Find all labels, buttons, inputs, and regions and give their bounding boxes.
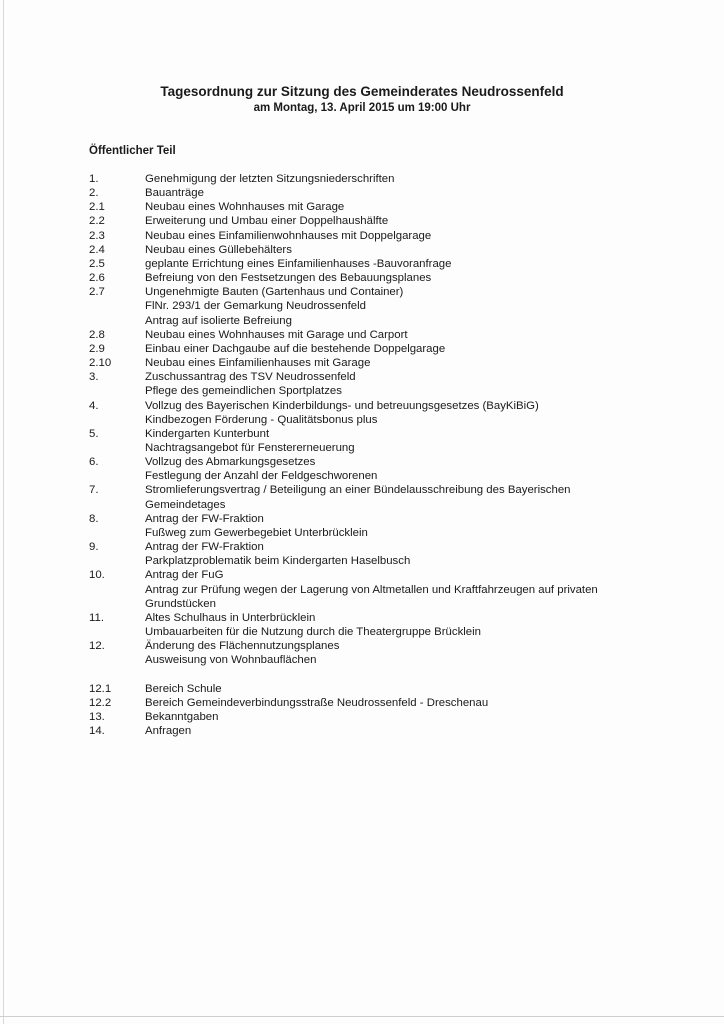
agenda-item-text: Grundstücken <box>145 597 216 610</box>
agenda-item <box>89 214 649 228</box>
agenda-item-text: Pflege des gemeindlichen Sportplatzes <box>145 385 342 398</box>
agenda-item-text: Ausweisung von Wohnbauflächen <box>145 654 317 667</box>
agenda-item <box>89 483 649 511</box>
agenda-item-number: 2.10 <box>89 357 112 370</box>
agenda-item-body <box>145 710 649 724</box>
agenda-item-text: Befreiung von den Festsetzungen des Bebauungsplanes <box>145 272 432 285</box>
agenda-item-body <box>145 540 649 568</box>
agenda-item <box>89 399 649 427</box>
agenda-item-number: 14. <box>89 725 105 738</box>
agenda-item-text: Kindergarten Kunterbunt <box>145 427 270 440</box>
agenda-item-number: 6. <box>89 456 99 469</box>
agenda-item-text: Antrag der FW-Fraktion <box>145 541 264 554</box>
agenda-item <box>89 328 649 342</box>
agenda-item <box>89 512 649 540</box>
agenda-item <box>89 427 649 455</box>
agenda-item-number: 13. <box>89 710 105 723</box>
agenda-item-text: Nachtragsangebot für Fenstererneuerung <box>145 441 355 454</box>
agenda-item-text: Umbauarbeiten für die Nutzung durch die Theatergruppe Brücklein <box>145 626 482 638</box>
agenda-item <box>89 724 649 738</box>
document-subtitle: am Montag, 13. April 2015 um 19:00 Uhr <box>253 102 471 114</box>
agenda-item-text: Parkplatzproblematik beim Kindergarten Haselbusch <box>145 555 411 568</box>
agenda-item-body <box>145 724 649 738</box>
agenda-item-number: 8. <box>89 512 99 525</box>
agenda-item-number: 12.2 <box>89 696 112 709</box>
agenda-item-text: Erweiterung und Umbau einer Doppelhaushälfte <box>145 215 389 228</box>
agenda-item-number: 4. <box>89 399 99 412</box>
agenda-item-text: Bekanntgaben <box>145 710 219 723</box>
agenda-item-body <box>145 399 649 427</box>
agenda-item-body <box>145 682 649 696</box>
agenda-item <box>89 285 649 327</box>
agenda-item <box>89 568 649 610</box>
agenda-item <box>89 172 649 186</box>
agenda-item <box>89 342 649 356</box>
agenda-item-number: 3. <box>89 371 99 384</box>
agenda-item <box>89 696 649 710</box>
agenda-item-body <box>145 257 649 271</box>
agenda-item-body <box>145 172 649 186</box>
document-title: Tagesordnung zur Sitzung des Gemeinderates Neudrossenfeld <box>160 84 564 99</box>
agenda-item-text: Antrag der FW-Fraktion <box>145 512 264 525</box>
agenda-item-text: Festlegung der Anzahl der Feldgeschworenen <box>145 470 378 483</box>
agenda-item-body <box>145 483 649 511</box>
agenda-item-body <box>145 285 649 327</box>
agenda-item-text: Altes Schulhaus in Unterbrücklein <box>145 611 316 624</box>
agenda-item-text: Antrag der FuG <box>145 569 224 582</box>
agenda-item-text: Zuschussantrag des TSV Neudrossenfeld <box>145 371 356 384</box>
agenda-item-number: 2.2 <box>89 215 105 228</box>
scan-edge-bottom <box>0 1016 724 1017</box>
agenda-item-body <box>145 455 649 483</box>
agenda-item-body <box>145 214 649 228</box>
scan-edge-left <box>3 0 4 1024</box>
agenda-item-text: Bauanträge <box>145 187 204 200</box>
section-heading: Öffentlicher Teil <box>89 145 176 157</box>
agenda-item-body <box>145 229 649 243</box>
agenda-item-text: Vollzug des Abmarkungsgesetzes <box>145 456 316 469</box>
agenda-item <box>89 370 649 398</box>
agenda-item-text: Kindbezogen Förderung - Qualitätsbonus plus <box>145 413 378 426</box>
agenda-item-text: Anfragen <box>145 725 192 738</box>
agenda-item <box>89 356 649 370</box>
agenda-item-text: Neubau eines Wohnhauses mit Garage und Carport <box>145 328 408 341</box>
agenda-item <box>89 639 649 667</box>
agenda-item-text: Ungenehmigte Bauten (Gartenhaus und Container) <box>145 286 404 299</box>
agenda-item <box>89 229 649 243</box>
agenda-item <box>89 540 649 568</box>
agenda-item-body <box>145 186 649 200</box>
agenda-item-text: Antrag zur Prüfung wegen der Lagerung von Altmetallen und Kraftfahrzeugen auf privaten <box>145 583 598 596</box>
agenda-item-number: 11. <box>89 611 104 624</box>
agenda-item-body <box>145 639 649 667</box>
agenda-item-number: 2.5 <box>89 257 105 270</box>
agenda-item-text: Genehmigung der letzten Sitzungsniederschriften <box>145 173 395 185</box>
agenda-item-text: Antrag auf isolierte Befreiung <box>145 314 292 327</box>
agenda-item-number: 10. <box>89 569 105 582</box>
agenda-item <box>89 186 649 200</box>
agenda-item-number: 2.6 <box>89 272 105 285</box>
agenda-item-number: 2.3 <box>89 229 105 242</box>
agenda-item-body <box>145 243 649 257</box>
agenda-item <box>89 271 649 285</box>
agenda-item-text: Fußweg zum Gewerbegebiet Unterbrücklein <box>145 526 368 539</box>
agenda-item-number: 5. <box>89 427 99 440</box>
agenda-item-text: Bereich Gemeindeverbindungsstraße Neudrossenfeld - Dreschenau <box>145 696 489 709</box>
agenda-spacer <box>89 667 649 681</box>
agenda-item-body <box>145 512 649 540</box>
agenda-item-body <box>145 370 649 398</box>
agenda-item-text: Neubau eines Einfamilienwohnhauses mit Doppelgarage <box>145 229 432 242</box>
agenda-item-number: 9. <box>89 541 99 554</box>
agenda-item-text: Neubau eines Einfamilienhauses mit Garage <box>145 357 371 370</box>
agenda-item-text: Vollzug des Bayerischen Kinderbildungs- und betreuungsgesetzes (BayKiBiG) <box>145 399 539 412</box>
agenda-item-text: Gemeindetages <box>145 498 226 511</box>
agenda-item-number: 2.1 <box>89 201 105 214</box>
agenda-item-body <box>145 342 649 356</box>
agenda-item <box>89 455 649 483</box>
agenda-item-body <box>145 568 649 610</box>
agenda-item-number: 12. <box>89 640 105 653</box>
agenda-item <box>89 611 649 639</box>
agenda-item-body <box>145 427 649 455</box>
agenda-item-body <box>145 611 649 639</box>
agenda-item-number: 7. <box>89 484 99 497</box>
agenda-item-text: Bereich Schule <box>145 682 222 695</box>
agenda-item-text: Einbau einer Dachgaube auf die bestehende Doppelgarage <box>145 342 446 355</box>
agenda-item-number: 2.9 <box>89 342 105 355</box>
agenda-item <box>89 682 649 696</box>
agenda-item <box>89 243 649 257</box>
agenda-item <box>89 710 649 724</box>
agenda-item-body <box>145 356 649 370</box>
agenda-item <box>89 257 649 271</box>
agenda-item-text: FlNr. 293/1 der Gemarkung Neudrossenfeld <box>145 300 366 313</box>
agenda-item-body <box>145 200 649 214</box>
agenda-item-text: geplante Errichtung eines Einfamilienhauses -Bauvoranfrage <box>145 257 452 270</box>
agenda-item-number: 1. <box>89 173 99 185</box>
agenda-item-body <box>145 696 649 710</box>
agenda-item-text: Neubau eines Güllebehälters <box>145 243 292 256</box>
agenda-item-text: Neubau eines Wohnhauses mit Garage <box>145 201 345 214</box>
agenda-item <box>89 200 649 214</box>
agenda-item-body <box>145 271 649 285</box>
agenda-item-number: 2.8 <box>89 328 105 341</box>
agenda-item-number: 2.4 <box>89 243 105 256</box>
agenda-list <box>89 172 649 738</box>
agenda-item-number: 2. <box>89 187 99 200</box>
agenda-item-body <box>145 328 649 342</box>
agenda-item-number: 2.7 <box>89 286 105 299</box>
agenda-item-number: 12.1 <box>89 682 112 695</box>
agenda-item-text: Änderung des Flächennutzungsplanes <box>145 640 340 653</box>
agenda-item-text: Stromlieferungsvertrag / Beteiligung an einer Bündelausschreibung des Bayerischen <box>145 484 571 497</box>
